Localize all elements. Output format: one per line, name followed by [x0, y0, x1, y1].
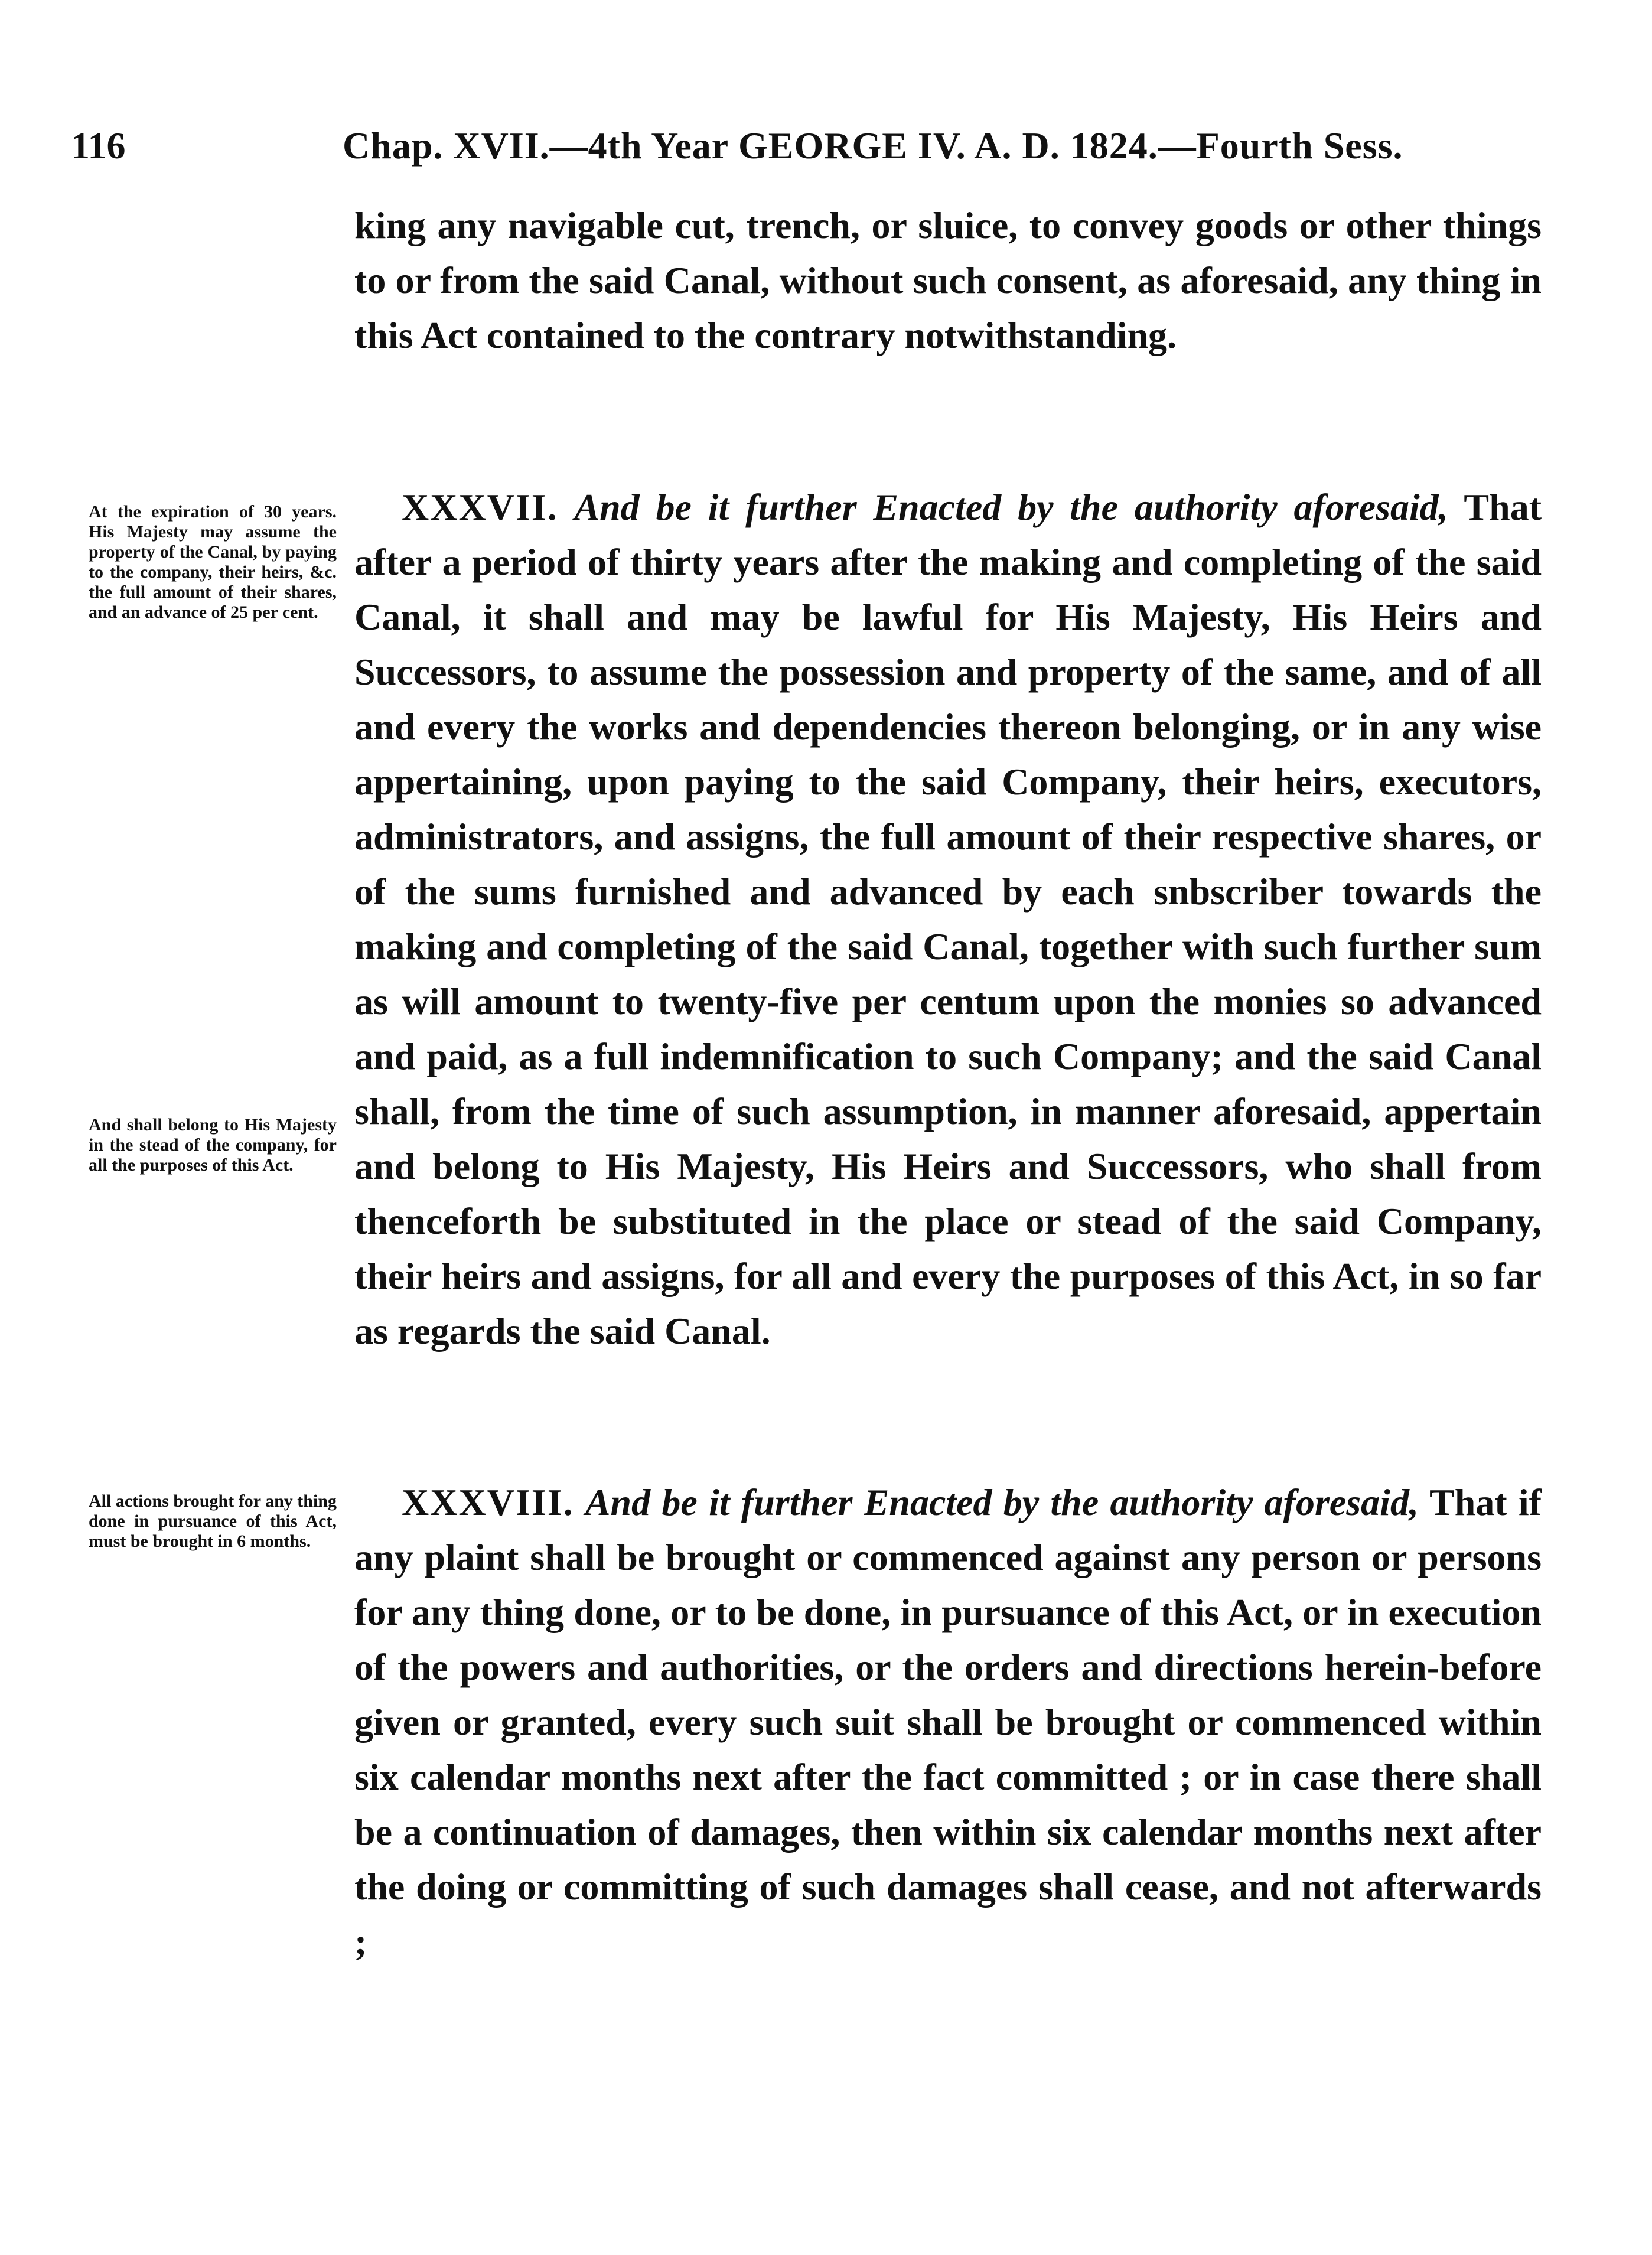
page-number: 116 [71, 125, 126, 167]
section-number: XXXVII. [402, 486, 558, 528]
section-paragraph [354, 480, 1542, 1358]
section-text: That if any plaint shall be brought or commenced against any person or persons for any thing done, or to be done, in pursuance of this Act, or in execution of the powers and authorities, or the orders and directions herein-before given or granted, every such suit shall be brought or commenced within six calendar months next after the fact committed ; or in case there shall be a continuation of damages, then within six calendar months next after the doing or committing of such damages shall cease, and not afterwards ; [354, 1481, 1542, 1963]
section-xxxviii [354, 1475, 1542, 1969]
section-number: XXXVIII. [402, 1481, 574, 1523]
marginal-note-actions: All actions brought for any thing done in pursuance of this Act, must be brought in 6 months. [89, 1491, 337, 1551]
section-xxxvii [354, 480, 1542, 1358]
paragraph-text: king any navigable cut, trench, or sluice, to convey goods or other things to or from the said Canal, without such consent, as aforesaid, any thing in this Act contained to the contrary notwithstanding. [354, 204, 1542, 356]
enacting-clause: And be it further Enacted by the authority aforesaid, [574, 486, 1448, 528]
marginal-note-belong: And shall belong to His Majesty in the stead of the company, for all the purposes of this Act. [89, 1115, 337, 1175]
paragraph-continuation [354, 198, 1542, 363]
enacting-clause: And be it further Enacted by the authority aforesaid, [585, 1481, 1419, 1523]
section-text: That after a period of thirty years after the making and completing of the said Canal, it shall and may be lawful for His Majesty, His Heirs and Successors, to assume the possession and property of the same, and of all and every the works and dependencies thereon belonging, or in any wise appertaining, upon paying to the said Company, their heirs, executors, administrators, and assigns, the full amount of their respective shares, or of the sums furnished and advanced by each snbscriber towards the making and completing of the said Canal, together with such further sum as will amount to twenty-five per centum upon the monies so advanced and paid, as a full indemnification to such Company; and the said Canal shall, from the time of such assumption, in manner aforesaid, appertain and belong to His Majesty, His Heirs and Successors, who shall from thenceforth be substituted in the place or stead of the said Company, their heirs and assigns, for all and every the purposes of this Act, in so far as regards the said Canal. [354, 486, 1542, 1352]
marginal-note-expiration: At the expiration of 30 years. His Majesty may assume the property of the Canal, by paying to the company, their heirs, &c. the full amount of their shares, and an advance of 25 per cent. [89, 502, 337, 622]
running-head: Chap. XVII.—4th Year GEORGE IV. A. D. 1824.—Fourth Sess. [343, 125, 1403, 167]
page-header [71, 124, 1571, 171]
section-paragraph [354, 1475, 1542, 1969]
